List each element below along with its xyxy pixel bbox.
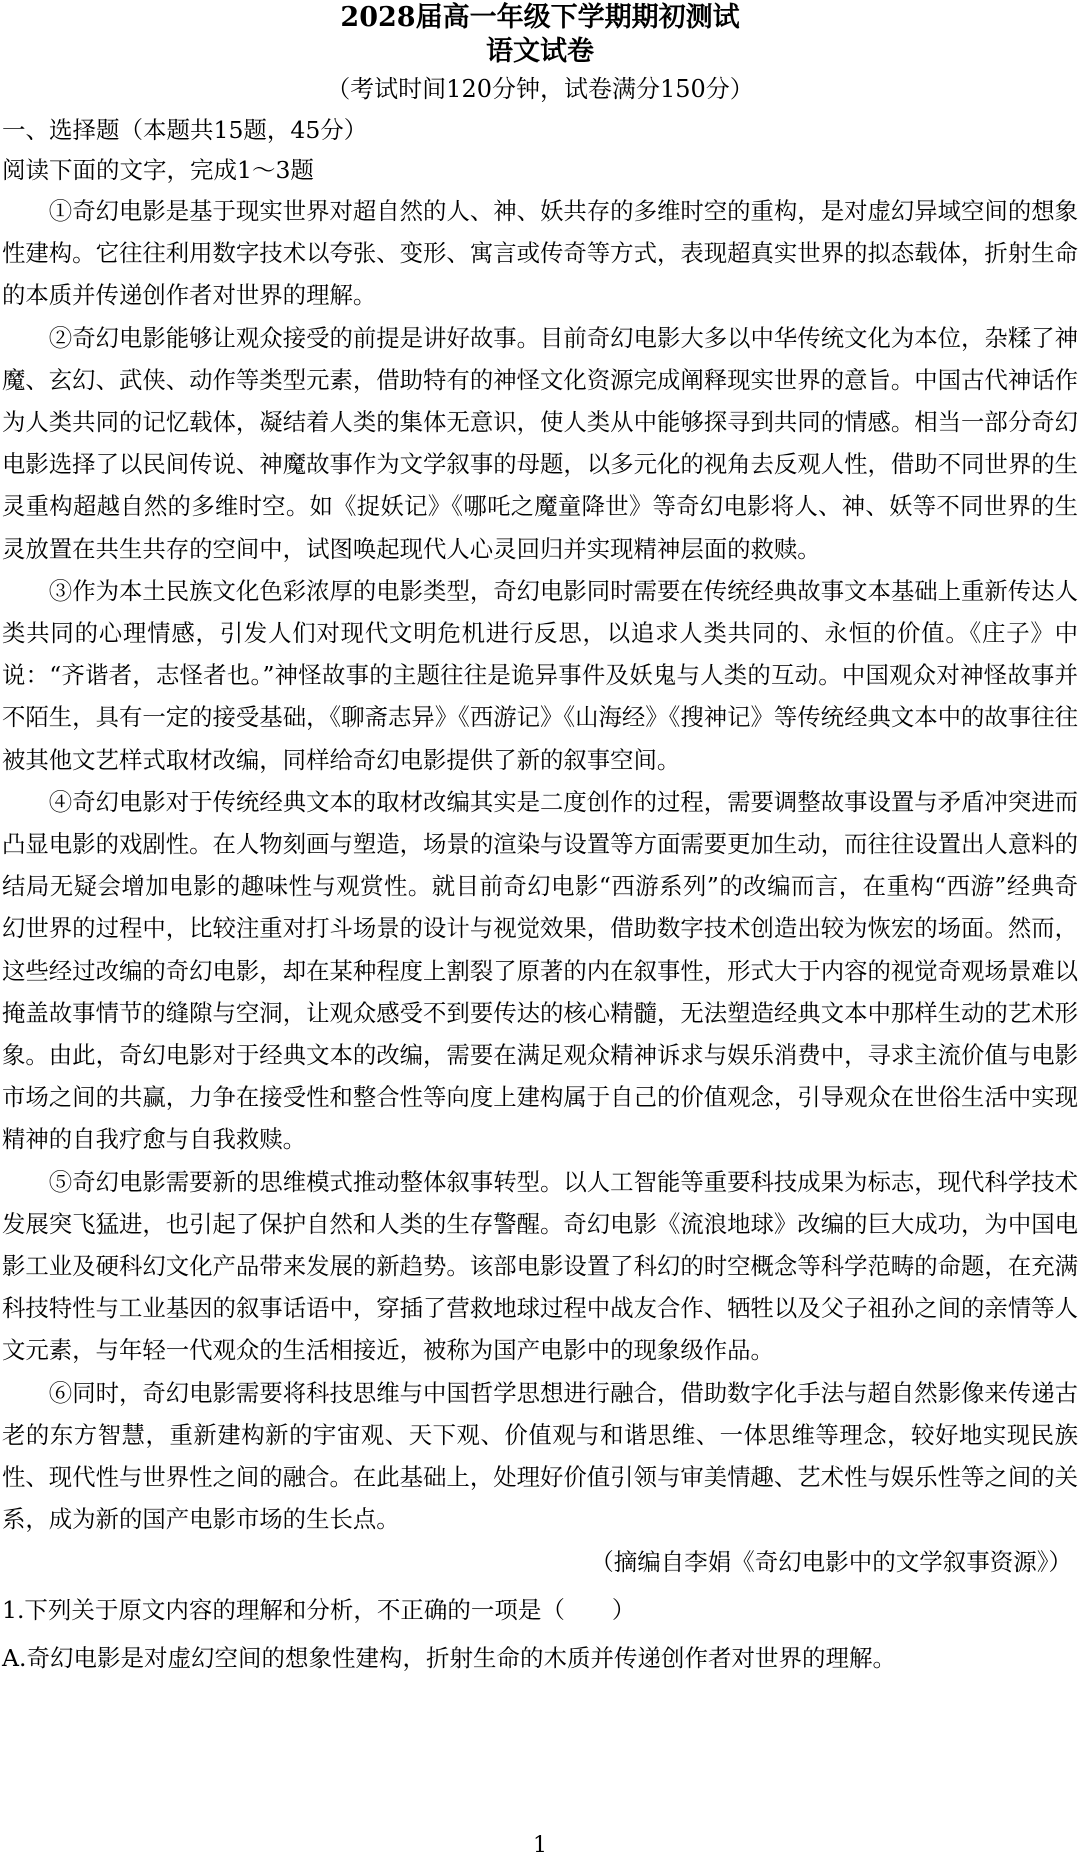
exam-title: 2028届高一年级下学期期初测试: [340, 2, 740, 33]
page-number: 1: [533, 1833, 547, 1858]
section-heading: 一、选择题（本题共15题，45分）: [2, 116, 368, 144]
passage-paragraph-5: ⑤奇幻电影需要新的思维模式推动整体叙事转型。以人工智能等重要科技成果为标志，现代科学技术发展突飞猛进，也引起了保护自然和人类的生存警醒。奇幻电影《流浪地球》改编的巨大成功，为中国电影工业及硬科幻文化产品带来发展的新趋势。该部电影设置了科幻的时空概念等科学范畴的命题，在充满科技特性与工业基因的叙事话语中，穿插了营救地球过程中战友合作、牺牲以及父子祖孙之间的亲情等人文元素，与年轻一代观众的生活相接近，被称为国产电影中的现象级作品。: [2, 1167, 1078, 1365]
question-1-stem: 1.下列关于原文内容的理解和分析，不正确的一项是（ ）: [2, 1595, 636, 1624]
question-1-option-a: A.奇幻电影是对虚幻空间的想象性建构，折射生命的木质并传递创作者对世界的理解。: [2, 1643, 896, 1672]
passage-paragraph-6: ⑥同时，奇幻电影需要将科技思维与中国哲学思想进行融合，借助数字化手法与超自然影像来传递古老的东方智慧，重新建构新的宇宙观、天下观、价值观与和谐思维、一体思维等理念，较好地实现民族性、现代性与世界性之间的融合。在此基础上，处理好价值引领与审美情趣、艺术性与娱乐性等之间的关系，成为新的国产电影市场的生长点。: [2, 1378, 1078, 1534]
exam-note: （考试时间120分钟，试卷满分150分）: [326, 75, 754, 103]
reading-instruction: 阅读下面的文字，完成1～3题: [2, 156, 314, 184]
reading-passage: [2, 190, 1078, 1583]
passage-paragraph-3: ③作为本土民族文化色彩浓厚的电影类型，奇幻电影同时需要在传统经典故事文本基础上重新传达人类共同的心理情感，引发人们对现代文明危机进行反思，以追求人类共同的、永恒的价值。《庄子》中说：“齐谐者，志怪者也。”神怪故事的主题往往是诡异事件及妖鬼与人类的互动。中国观众对神怪故事并不陌生，具有一定的接受基础，《聊斋志异》《西游记》《山海经》《搜神记》等传统经典文本中的故事往往被其他文艺样式取材改编，同样给奇幻电影提供了新的叙事空间。: [2, 576, 1078, 774]
exam-subject: 语文试卷: [486, 36, 594, 67]
passage-paragraph-4: ④奇幻电影对于传统经典文本的取材改编其实是二度创作的过程，需要调整故事设置与矛盾冲突进而凸显电影的戏剧性。在人物刻画与塑造，场景的渲染与设置等方面需要更加生动，而往往设置出人意料的结局无疑会增加电影的趣味性与观赏性。就目前奇幻电影“西游系列”的改编而言，在重构“西游”经典奇幻世界的过程中，比较注重对打斗场景的设计与视觉效果，借助数字技术创造出较为恢宏的场面。然而，这些经过改编的奇幻电影，却在某种程度上割裂了原著的内在叙事性，形式大于内容的视觉奇观场景难以掩盖故事情节的缝隙与空洞，让观众感受不到要传达的核心精髓，无法塑造经典文本中那样生动的艺术形象。由此，奇幻电影对于经典文本的改编，需要在满足观众精神诉求与娱乐消费中，寻求主流价值与电影市场之间的共赢，力争在接受性和整合性等向度上建构属于自己的价值观念，引导观众在世俗生活中实现精神的自我疗愈与自我救赎。: [2, 787, 1078, 1154]
passage-source: （摘编自李娟《奇幻电影中的文学叙事资源》）: [590, 1547, 1072, 1576]
passage-paragraph-2: ②奇幻电影能够让观众接受的前提是讲好故事。目前奇幻电影大多以中华传统文化为本位，杂糅了神魔、玄幻、武侠、动作等类型元素，借助特有的神怪文化资源完成阐释现实世界的意旨。中国古代神话作为人类共同的记忆载体，凝结着人类的集体无意识，使人类从中能够探寻到共同的情感。相当一部分奇幻电影选择了以民间传说、神魔故事作为文学叙事的母题，以多元化的视角去反观人性，借助不同世界的生灵重构超越自然的多维时空。如《捉妖记》《哪吒之魔童降世》等奇幻电影将人、神、妖等不同世界的生灵放置在共生共存的空间中，试图唤起现代人心灵回归并实现精神层面的救赎。: [2, 323, 1078, 563]
passage-paragraph-1: ①奇幻电影是基于现实世界对超自然的人、神、妖共存的多维时空的重构，是对虚幻异域空间的想象性建构。它往往利用数字技术以夸张、变形、寓言或传奇等方式，表现超真实世界的拟态载体，折射生命的本质并传递创作者对世界的理解。: [2, 197, 1078, 310]
